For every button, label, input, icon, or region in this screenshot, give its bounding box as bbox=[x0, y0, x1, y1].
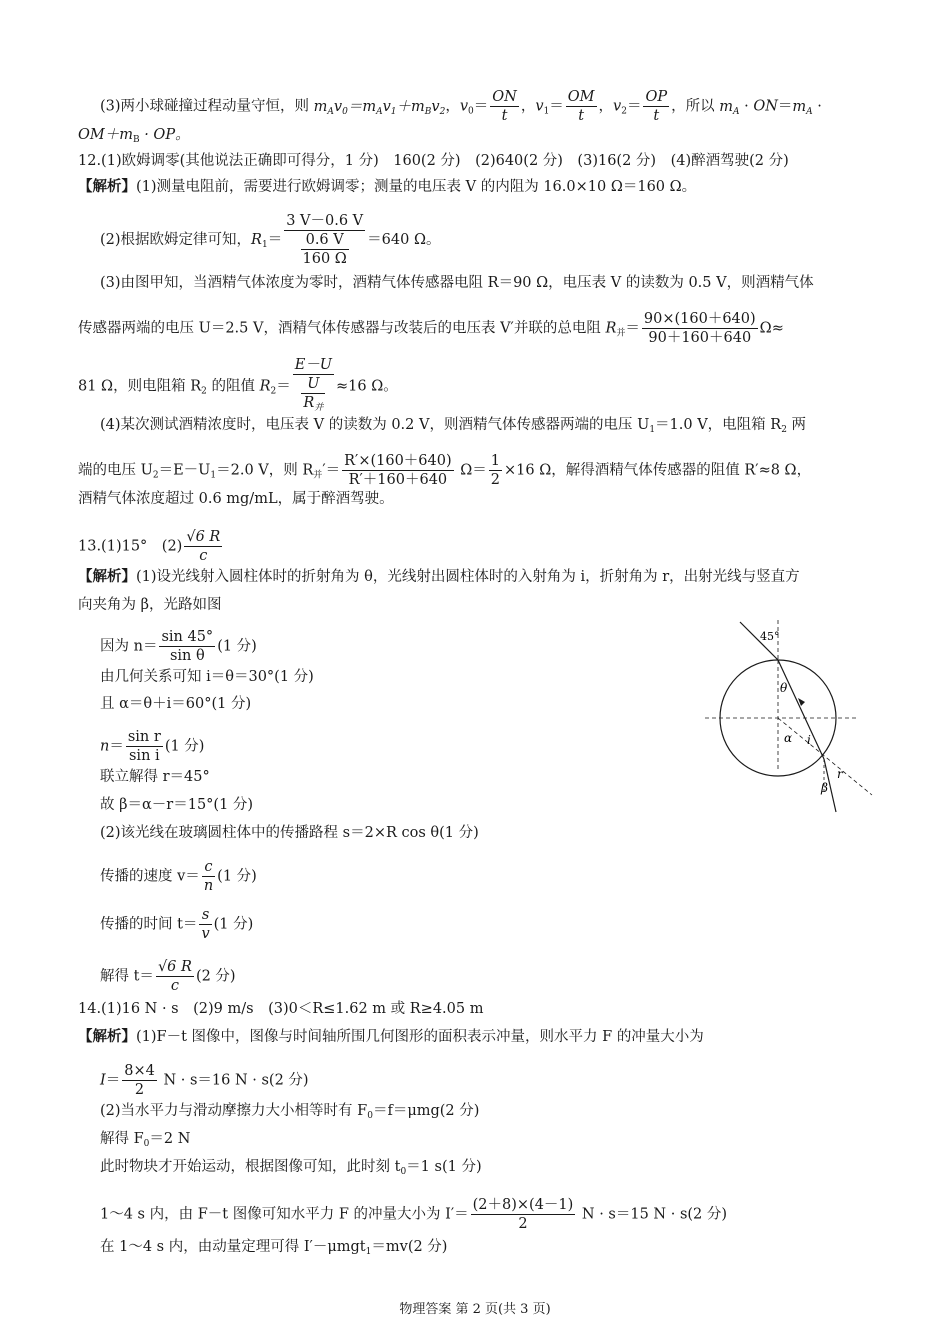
q14-analysis-1: 【解析】(1)F－t 图像中，图像与时间轴所围几何图形的面积表示冲量，则水平力 F 的冲量大小为 bbox=[78, 1028, 704, 1045]
fraction: $\frac{1}{2}$ bbox=[490, 453, 501, 488]
fraction: $\frac{R'\times(160+640)}{R'+160+640}$ bbox=[344, 453, 452, 488]
fraction: $\frac{c}{n}$ bbox=[203, 859, 214, 894]
q14-answer: 14.(1)16 N · s (2)9 m/s (3)0＜R≤1.62 m 或 R≥4.05 m bbox=[78, 1001, 484, 1017]
fraction: $\frac{OP}{t}$ bbox=[645, 89, 668, 124]
q13-analysis-3: 由几何关系可知 i＝θ＝30°(1 分) bbox=[100, 669, 314, 685]
q13-analysis-4: 且 α＝θ＋i＝60°(1 分) bbox=[100, 696, 252, 712]
q12-analysis-4a: (4)某次测试酒精浓度时，电压表 V 的读数为 0.2 V，则酒精气体传感器两端的电压 $U_1=1.0$ V，电阻箱 $R_2$ 两 bbox=[100, 417, 807, 435]
q13-analysis-5: n＝ $\frac{\text{sin r}}{\text{sin i}}$ (1 分) bbox=[100, 729, 205, 764]
fraction: $\frac{E-U}{\frac{U}{R_并}}$ bbox=[294, 357, 333, 413]
i-label: i bbox=[807, 733, 811, 747]
q14-analysis-7: 在 1～4 s 内，由动量定理可得 I′－μmgt$_1$＝mv(2 分) bbox=[100, 1239, 448, 1257]
fraction: $\frac{90\times(160+640)}{90+160+640}$ bbox=[643, 311, 756, 346]
q13-answer: 13.(1)15° (2) $\frac{√6 R}{c}$ bbox=[78, 529, 221, 564]
fraction: $\frac{OM}{t}$ bbox=[567, 89, 595, 124]
alpha-label: α bbox=[784, 731, 793, 745]
q13-analysis-6: 联立解得 r＝45° bbox=[100, 769, 210, 785]
q11-line-1: (3)两小球碰撞过程动量守恒，则 $m_Av_0=m_Av_1+m_Bv_2$，$v_0=$ $\frac{ON}{t}$ ，$v_1=$ $\frac{OM}{t}$ ，$v_2=$ $\frac{OP}{t}$ ，所以 $m_A \cdot ON=m_A$ · bbox=[100, 89, 822, 124]
r-label: r bbox=[837, 767, 843, 781]
fraction: $\frac{(2+8)\times(4-1)}{2}$ bbox=[472, 1197, 574, 1232]
page-footer: 物理答案 第 2 页(共 3 页) bbox=[399, 1302, 551, 1317]
q13-analysis-1b: 向夹角为 β，光路如图 bbox=[78, 597, 222, 613]
q12-answer: 12.(1)欧姆调零(其他说法正确即可得分，1 分) 160(2 分) (2)640(2 分) (3)16(2 分) (4)醉酒驾驶(2 分) bbox=[78, 153, 789, 169]
q13-analysis-10: 传播的时间 t＝ $\frac{s}{v}$ (1 分) bbox=[100, 907, 254, 942]
fraction: $\frac{ON}{t}$ bbox=[492, 89, 517, 124]
q14-analysis-2: I＝ $\frac{8\times 4}{2}$ N · s＝16 N · s(2 分) bbox=[100, 1063, 309, 1098]
q12-analysis-3b: 传感器两端的电压 U＝2.5 V，酒精气体传感器与改装后的电压表 V′并联的总电阻 $R_并=$ $\frac{90\times(160+640)}{90+160+640}$ Ω≈ bbox=[78, 311, 784, 346]
fraction: $\frac{\sin 45^\circ}{\text{sin θ}}$ bbox=[161, 629, 214, 664]
q12-analysis-2: (2)根据欧姆定律可知，$R_1=$ $\frac{3 V-0.6 V}{\frac{0.6 V}{160 \Omega}}$ ＝640 Ω。 bbox=[100, 213, 441, 267]
q14-analysis-5: 此时物块才开始运动，根据图像可知，此时刻 $t_0=1$ s(1 分) bbox=[100, 1159, 482, 1177]
fraction: $\frac{s}{v}$ bbox=[201, 907, 210, 942]
q13-analysis-7: 故 β＝α－r＝15°(1 分) bbox=[100, 797, 254, 813]
q12-analysis-4b: 端的电压 $U_2=E-U_1=2.0$ V，则 $R_并'=$ $\frac{R'\times(160+640)}{R'+160+640}$ Ω＝ $\frac{1}{2}$ ×16 Ω，解得酒精气体传感器的阻值 R′≈8 Ω， bbox=[78, 453, 812, 488]
fraction: $\frac{√6 R}{c}$ bbox=[186, 529, 221, 564]
fraction: $\frac{√6 R}{c}$ bbox=[157, 959, 192, 994]
light-path-diagram bbox=[700, 620, 880, 820]
angle-45-label: 45° bbox=[760, 630, 780, 643]
q13-analysis-9: 传播的速度 v＝ $\frac{c}{n}$ (1 分) bbox=[100, 859, 257, 894]
q12-analysis-1: 【解析】(1)测量电阻前，需要进行欧姆调零；测量的电压表 V 的内阻为 16.0×10 Ω＝160 Ω。 bbox=[78, 178, 697, 195]
beta-label: β bbox=[821, 781, 828, 795]
q12-analysis-3a: (3)由图甲知，当酒精气体浓度为零时，酒精气体传感器电阻 R＝90 Ω，电压表 V 的读数为 0.5 V，则酒精气体 bbox=[100, 275, 814, 291]
q13-analysis-2: 因为 n＝ $\frac{\sin 45^\circ}{\text{sin θ}}$ (1 分) bbox=[100, 629, 257, 664]
q12-analysis-3c: 81 Ω，则电阻箱 $R_2$ 的阻值 $R_2=$ $\frac{E-U}{\frac{U}{R_并}}$ ≈16 Ω。 bbox=[78, 356, 398, 417]
theta-label: θ bbox=[780, 681, 788, 695]
q11-line-2: $OM+m_B$ · OP。 bbox=[78, 127, 190, 145]
q14-analysis-6: 1～4 s 内，由 F－t 图像可知水平力 F 的冲量大小为 I′＝ $\frac{(2+8)\times(4-1)}{2}$ N · s＝15 N · s(2 分) bbox=[100, 1197, 728, 1232]
q13-analysis-8: (2)该光线在玻璃圆柱体中的传播路程 s＝2×R cos θ(1 分) bbox=[100, 825, 479, 841]
q14-analysis-3: (2)当水平力与滑动摩擦力大小相等时有 $F_0=f=\mu mg(2$ 分) bbox=[100, 1103, 480, 1121]
fraction: $\frac{3 V-0.6 V}{\frac{0.6 V}{160 \Omega}}$ bbox=[286, 213, 364, 267]
q13-analysis-1: 【解析】(1)设光线射入圆柱体时的折射角为 θ，光线射出圆柱体时的入射角为 i，折射角为 r，出射光线与竖直方 bbox=[78, 568, 800, 585]
q13-analysis-11: 解得 t＝ $\frac{√6 R}{c}$ (2 分) bbox=[100, 959, 236, 994]
q14-analysis-4: 解得 $F_0=2$ N bbox=[100, 1131, 191, 1149]
fraction: $\frac{8\times 4}{2}$ bbox=[124, 1063, 155, 1098]
q12-analysis-4c: 酒精气体浓度超过 0.6 mg/mL，属于醉酒驾驶。 bbox=[78, 491, 394, 507]
fraction: $\frac{\text{sin r}}{\text{sin i}}$ bbox=[127, 729, 161, 764]
